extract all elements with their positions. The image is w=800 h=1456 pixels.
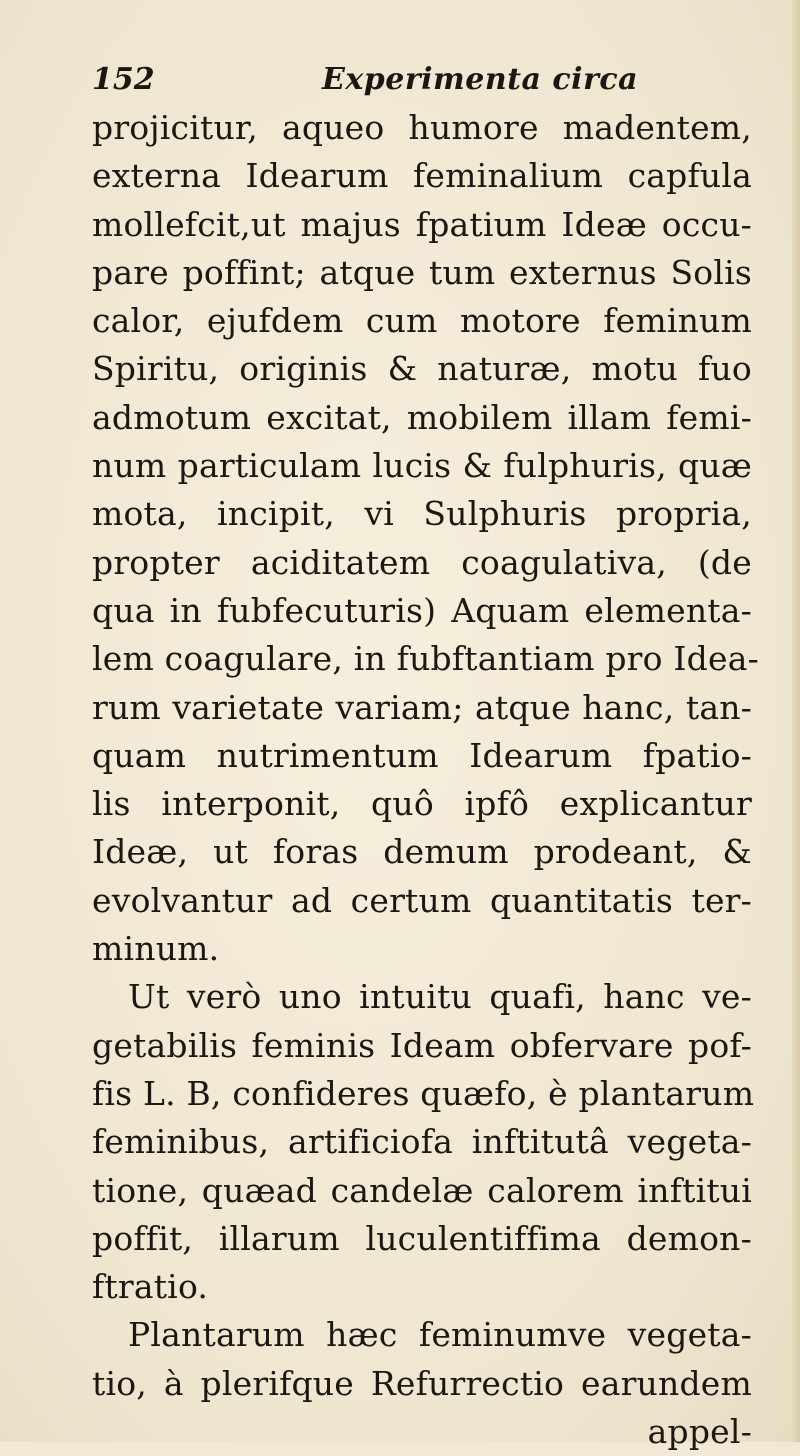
text-line: feminibus, artificiofa inftitutâ vegeta-	[92, 1122, 752, 1162]
page-number: 152	[92, 62, 155, 97]
text-line: evolvantur ad certum quantitatis ter-	[92, 880, 752, 920]
catchword: appel-	[647, 1412, 752, 1452]
text-line: propter aciditatem coagulativa, (de	[92, 542, 752, 582]
text-line: Ideæ, ut foras demum prodeant, &	[92, 832, 752, 872]
page-header	[92, 62, 732, 102]
text-line: externa Idearum feminalium capfula	[92, 156, 752, 196]
text-line: num particulam lucis & fulphuris, quæ	[92, 446, 752, 486]
text-line: rum varietate variam; atque hanc, tan-	[92, 687, 752, 727]
text-line: minum.	[92, 929, 220, 969]
text-line: projicitur, aqueo humore madentem,	[92, 108, 752, 147]
running-head: Experimenta circa	[322, 62, 639, 97]
text-line: Plantarum hæc feminumve vegeta-	[128, 1315, 752, 1355]
text-line: calor, ejufdem cum motore feminum	[92, 301, 752, 341]
text-line: lem coagulare, in fubftantiam pro Idea-	[92, 639, 759, 679]
text-line: fis L. B, confideres quæfo, è plantarum	[92, 1073, 755, 1113]
text-line: mota, incipit, vi Sulphuris propria,	[92, 494, 752, 534]
text-line: poffit, illarum luculentiffima demon-	[92, 1218, 752, 1258]
page-edge	[792, 0, 800, 1442]
text-line: Ut verò uno intuitu quafi, hanc ve-	[128, 977, 752, 1017]
text-line: qua in fubfecuturis) Aquam elementa-	[92, 590, 752, 630]
text-line: admotum excitat, mobilem illam femi-	[92, 397, 752, 437]
text-line: Spiritu, originis & naturæ, motu fuo	[92, 349, 752, 389]
text-line: ftratio.	[92, 1267, 209, 1307]
text-line: lis interponit, quô ipfô explicantur	[92, 784, 752, 824]
text-line: pare poffint; atque tum externus Solis	[92, 252, 752, 292]
text-line: tio, à plerifque Refurrectio earundem	[92, 1363, 752, 1403]
text-line: getabilis feminis Ideam obfervare pof-	[92, 1025, 752, 1065]
text-line: tione, quæad candelæ calorem inftitui	[92, 1170, 752, 1210]
text-line: mollefcit,ut majus fpatium Ideæ occu-	[92, 204, 752, 244]
text-line: quam nutrimentum Idearum fpatio-	[92, 735, 752, 775]
body-text	[92, 104, 759, 1456]
